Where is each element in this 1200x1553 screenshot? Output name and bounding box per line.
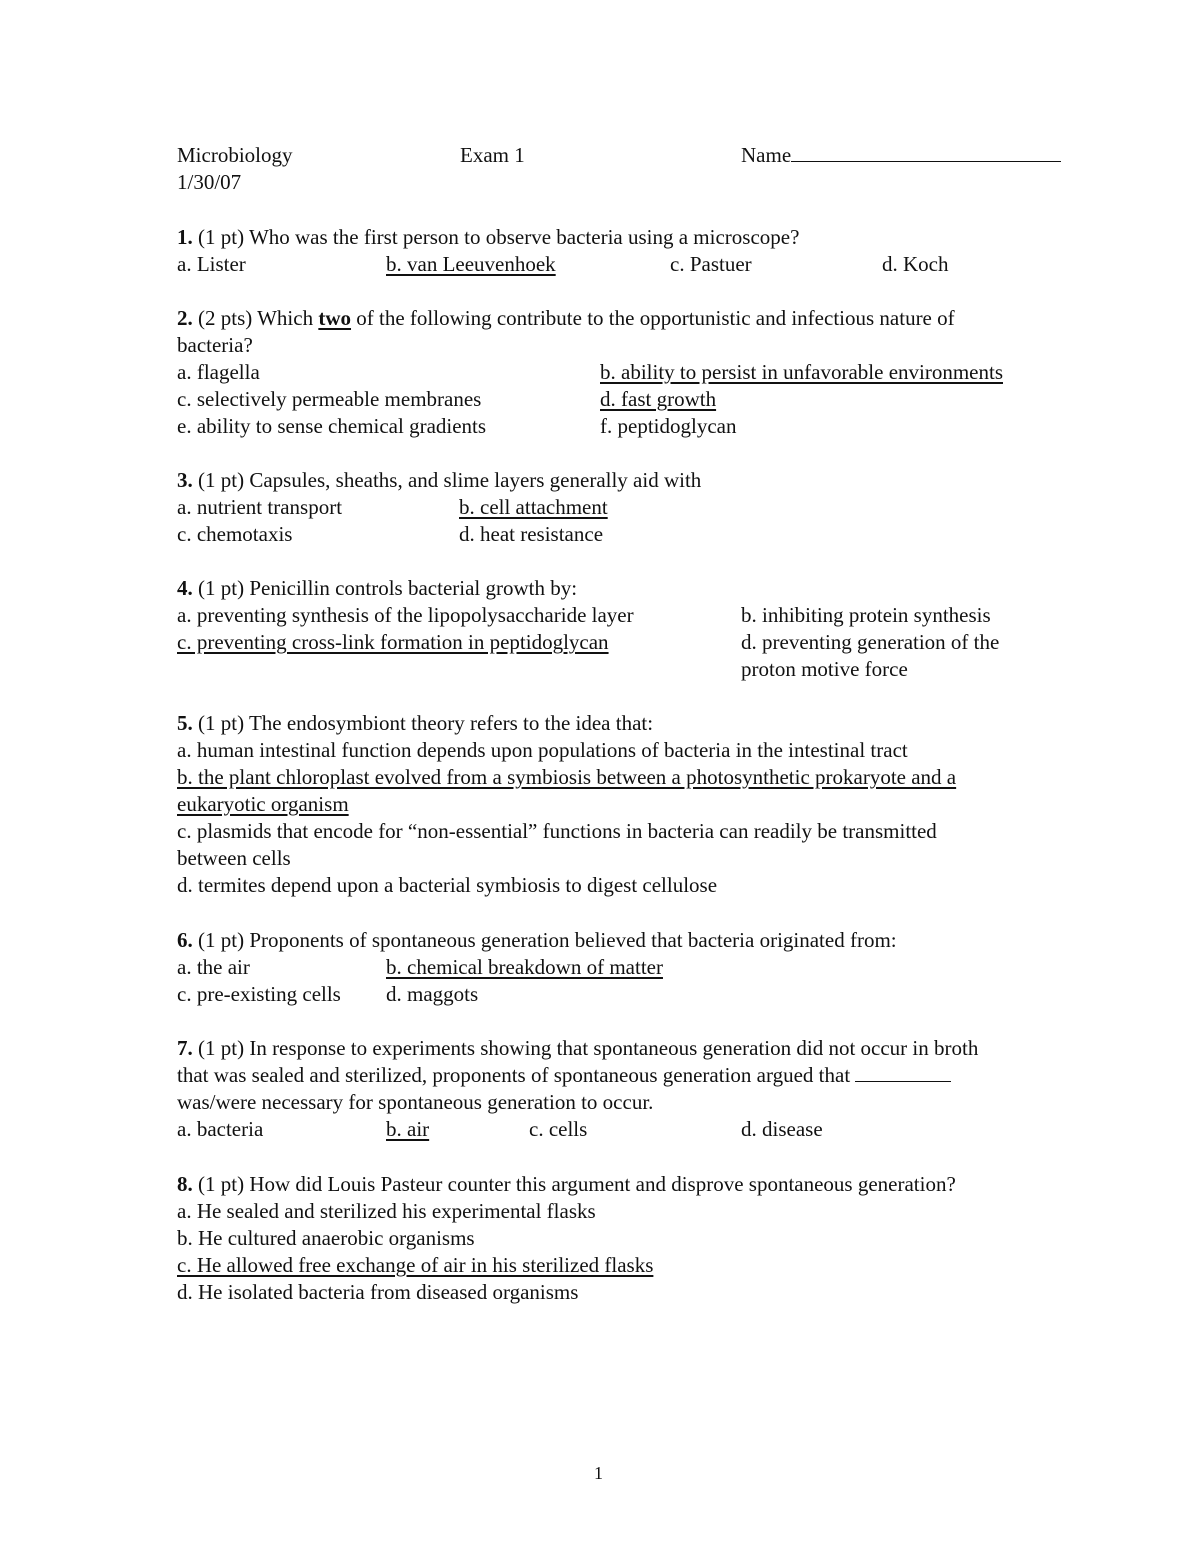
course-title: Microbiology	[177, 143, 293, 167]
question-text: (1 pt) Proponents of spontaneous generation believed that bacteria originated from:	[198, 928, 897, 952]
q7-option-b-answer: b. air	[386, 1117, 430, 1141]
q7-option-a: a. bacteria	[177, 1117, 264, 1141]
question-7-stem-line2	[177, 1062, 951, 1089]
question-number: 8.	[177, 1172, 193, 1196]
q6-option-a: a. the air	[177, 955, 250, 979]
question-number: 6.	[177, 928, 193, 952]
q4-option-a: a. preventing synthesis of the lipopolysaccharide layer	[177, 603, 634, 627]
page-number: 1	[594, 1463, 603, 1483]
q6-option-b-answer: b. chemical breakdown of matter	[386, 955, 663, 979]
q8-option-a: a. He sealed and sterilized his experimental flasks	[177, 1199, 596, 1223]
q4-option-b: b. inhibiting protein synthesis	[741, 603, 991, 627]
question-4-stem	[177, 575, 577, 602]
question-6-stem	[177, 927, 897, 954]
question-text: (1 pt) Penicillin controls bacterial growth by:	[198, 576, 578, 600]
q3-option-c: c. chemotaxis	[177, 522, 293, 546]
q3-option-d: d. heat resistance	[459, 522, 604, 546]
q4-option-d: d. preventing generation of the	[741, 630, 1000, 654]
q6-option-d: d. maggots	[386, 982, 479, 1006]
q2-option-d-answer: d. fast growth	[600, 387, 717, 411]
q5-option-d: d. termites depend upon a bacterial symbiosis to digest cellulose	[177, 873, 718, 897]
q5-option-b-answer-cont: eukaryotic organism	[177, 792, 349, 816]
q1-option-d: d. Koch	[882, 252, 949, 276]
question-number: 1.	[177, 225, 193, 249]
question-number: 2.	[177, 306, 193, 330]
question-text: (1 pt) The endosymbiont theory refers to the idea that:	[192, 711, 654, 735]
q4-option-c-answer: c. preventing cross-link formation in peptidoglycan	[177, 630, 609, 654]
question-7-stem-line3: was/were necessary for spontaneous generation to occur.	[177, 1090, 654, 1114]
question-7-stem	[177, 1035, 978, 1062]
q5-option-c-cont: between cells	[177, 846, 291, 870]
q1-option-a: a. Lister	[177, 252, 246, 276]
q7-option-d: d. disease	[741, 1117, 823, 1141]
question-text: (1 pt) Who was the first person to observe bacteria using a microscope?	[198, 225, 800, 249]
q4-option-d-cont: proton motive force	[741, 657, 908, 681]
q2-option-a: a. flagella	[177, 360, 260, 384]
question-text: (1 pt) Capsules, sheaths, and slime layers generally aid with	[198, 468, 702, 492]
question-text: (1 pt) In response to experiments showing that spontaneous generation did not occur in broth	[192, 1036, 979, 1060]
q8-option-b: b. He cultured anaerobic organisms	[177, 1226, 475, 1250]
question-text: (2 pts) Which	[198, 306, 319, 330]
q8-option-c-answer: c. He allowed free exchange of air in his sterilized flasks	[177, 1253, 654, 1277]
question-1-stem	[177, 224, 799, 251]
q3-option-a: a. nutrient transport	[177, 495, 343, 519]
q7-option-c: c. cells	[529, 1117, 588, 1141]
question-3-stem	[177, 467, 701, 494]
q3-option-b-answer: b. cell attachment	[459, 495, 608, 519]
question-number: 4.	[177, 576, 193, 600]
q2-option-f: f. peptidoglycan	[600, 414, 737, 438]
question-number: 5.	[177, 711, 193, 735]
name-label: Name	[741, 143, 792, 167]
q8-option-d: d. He isolated bacteria from diseased organisms	[177, 1280, 579, 1304]
answer-blank	[855, 1063, 951, 1082]
question-2-stem-line2: bacteria?	[177, 333, 253, 357]
q1-option-c: c. Pastuer	[670, 252, 752, 276]
name-blank	[791, 143, 1061, 162]
name-field	[741, 142, 1061, 169]
q5-option-a: a. human intestinal function depends upon populations of bacteria in the intestinal tract	[177, 738, 908, 762]
question-number: 3.	[177, 468, 193, 492]
question-number: 7.	[177, 1036, 193, 1060]
emphasis-two: two	[318, 306, 352, 330]
question-5-stem	[177, 710, 653, 737]
exam-title: Exam 1	[460, 143, 525, 167]
q6-option-c: c. pre-existing cells	[177, 982, 341, 1006]
question-8-stem	[177, 1171, 956, 1198]
question-2-stem	[177, 305, 955, 332]
question-text: (1 pt) How did Louis Pasteur counter this argument and disprove spontaneous generation?	[198, 1172, 956, 1196]
q2-option-b-answer: b. ability to persist in unfavorable environments	[600, 360, 1003, 384]
exam-date: 1/30/07	[177, 170, 242, 194]
question-text-cont: of the following contribute to the opportunistic and infectious nature of	[351, 306, 955, 330]
q2-option-e: e. ability to sense chemical gradients	[177, 414, 487, 438]
q5-option-c: c. plasmids that encode for “non-essential” functions in bacteria can readily be transmitted	[177, 819, 937, 843]
q1-option-b-answer: b. van Leeuvenhoek	[386, 252, 556, 276]
question-text-cont: that was sealed and sterilized, proponents of spontaneous generation argued that	[177, 1063, 851, 1087]
q2-option-c: c. selectively permeable membranes	[177, 387, 482, 411]
q5-option-b-answer: b. the plant chloroplast evolved from a symbiosis between a photosynthetic prokaryote and a	[177, 765, 957, 789]
